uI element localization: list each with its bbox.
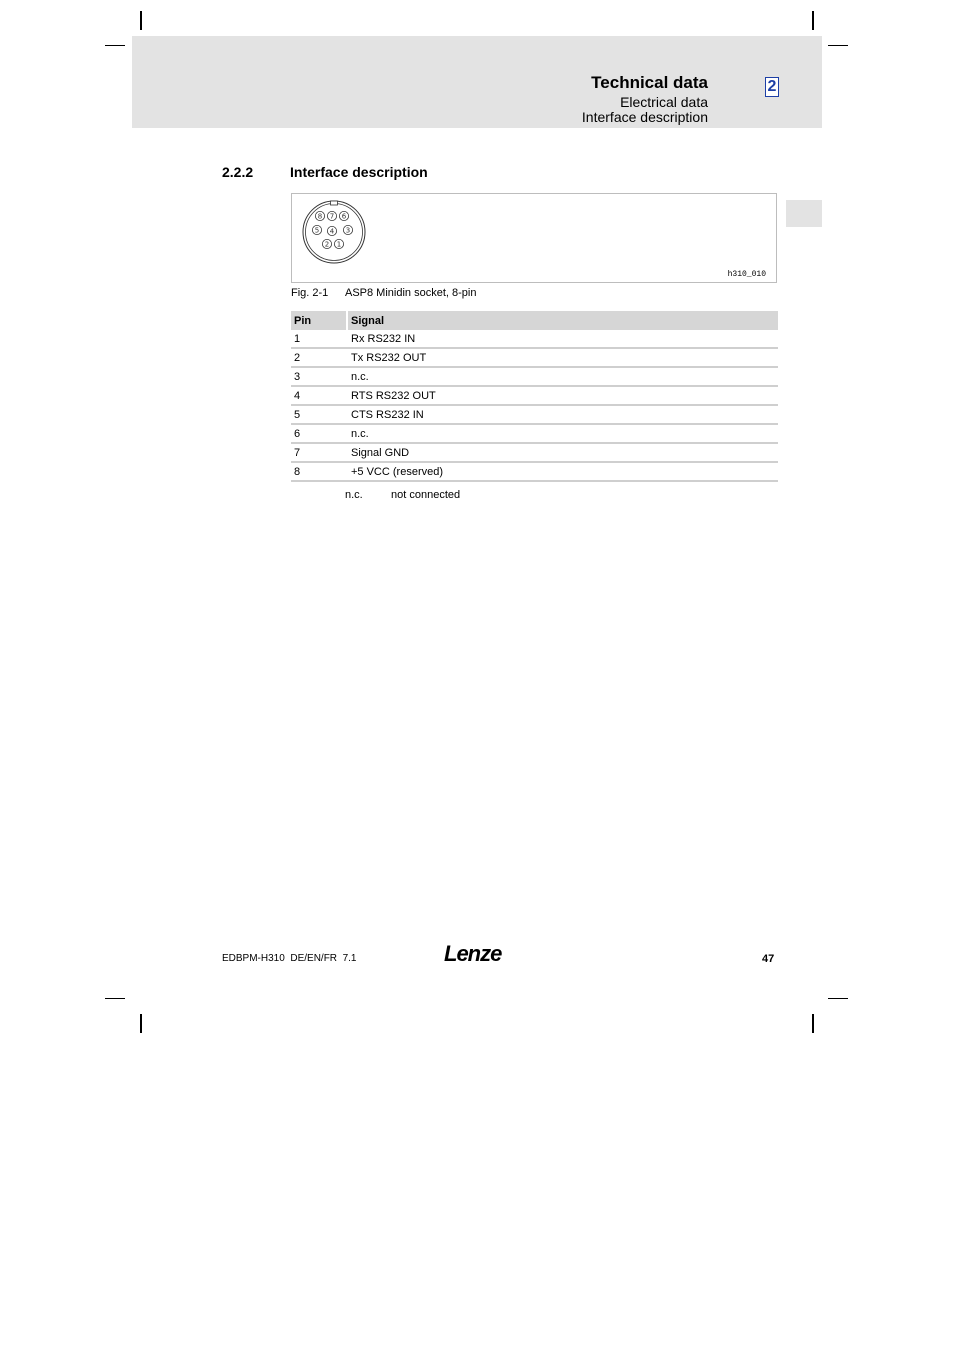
signal-cell: CTS RS232 IN [347, 405, 778, 424]
document-code: EDBPM-H310 DE/EN/FR 7.1 [222, 953, 357, 964]
signal-cell: Rx RS232 IN [347, 330, 778, 348]
pin-label: 6 [341, 212, 347, 221]
pin-label: 4 [329, 227, 335, 236]
pin-cell: 4 [291, 386, 347, 405]
column-header-pin: Pin [291, 311, 347, 330]
crop-mark [828, 45, 848, 46]
chapter-subtitle: Electrical data [620, 94, 708, 110]
header-band [132, 36, 822, 128]
crop-mark [140, 1014, 142, 1033]
chapter-number-badge[interactable]: 2 [765, 77, 779, 97]
figure-caption-text: ASP8 Minidin socket, 8-pin [345, 287, 477, 299]
pin-cell: 2 [291, 348, 347, 367]
pin-label: 2 [324, 240, 330, 249]
pin-assignment-table [291, 311, 778, 482]
signal-cell: +5 VCC (reserved) [347, 462, 778, 481]
drawing-id: h310_010 [727, 270, 766, 279]
chapter-title: Technical data [591, 73, 708, 92]
signal-cell: Tx RS232 OUT [347, 348, 778, 367]
section-number: 2.2.2 [222, 164, 254, 180]
table-row [291, 348, 778, 367]
minidin-socket-drawing [301, 199, 367, 265]
crop-mark [828, 998, 848, 999]
footnote-abbreviation: n.c. [345, 489, 363, 501]
signal-cell: Signal GND [347, 443, 778, 462]
chapter-side-tab [786, 200, 822, 227]
table-row [291, 386, 778, 405]
pin-cell: 7 [291, 443, 347, 462]
section-title: Interface description [290, 164, 428, 180]
crop-mark [140, 11, 142, 30]
crop-mark [812, 1014, 814, 1033]
footnote-definition: not connected [391, 489, 461, 501]
crop-mark [105, 998, 125, 999]
table-row [291, 424, 778, 443]
table-header-row [291, 311, 778, 330]
pin-cell: 6 [291, 424, 347, 443]
lenze-logo: Lenze [444, 941, 502, 966]
table-row [291, 330, 778, 348]
crop-mark [105, 45, 125, 46]
figure-frame [291, 193, 777, 283]
table-row [291, 405, 778, 424]
pin-cell: 1 [291, 330, 347, 348]
table-row [291, 367, 778, 386]
page-number: 47 [762, 953, 775, 965]
chapter-subtitle: Interface description [581, 109, 708, 125]
signal-cell: RTS RS232 OUT [347, 386, 778, 405]
signal-cell: n.c. [347, 367, 778, 386]
pin-label: 7 [329, 212, 335, 221]
pin-label: 3 [345, 226, 351, 235]
table-row [291, 462, 778, 481]
column-header-signal: Signal [347, 311, 778, 330]
pin-label: 5 [314, 226, 320, 235]
crop-mark [812, 11, 814, 30]
figure-caption-number: Fig. 2-1 [291, 287, 329, 299]
pin-label: 8 [317, 212, 323, 221]
pin-cell: 3 [291, 367, 347, 386]
signal-cell: n.c. [347, 424, 778, 443]
pin-cell: 5 [291, 405, 347, 424]
pin-cell: 8 [291, 462, 347, 481]
pin-label: 1 [336, 240, 342, 249]
table-row [291, 443, 778, 462]
